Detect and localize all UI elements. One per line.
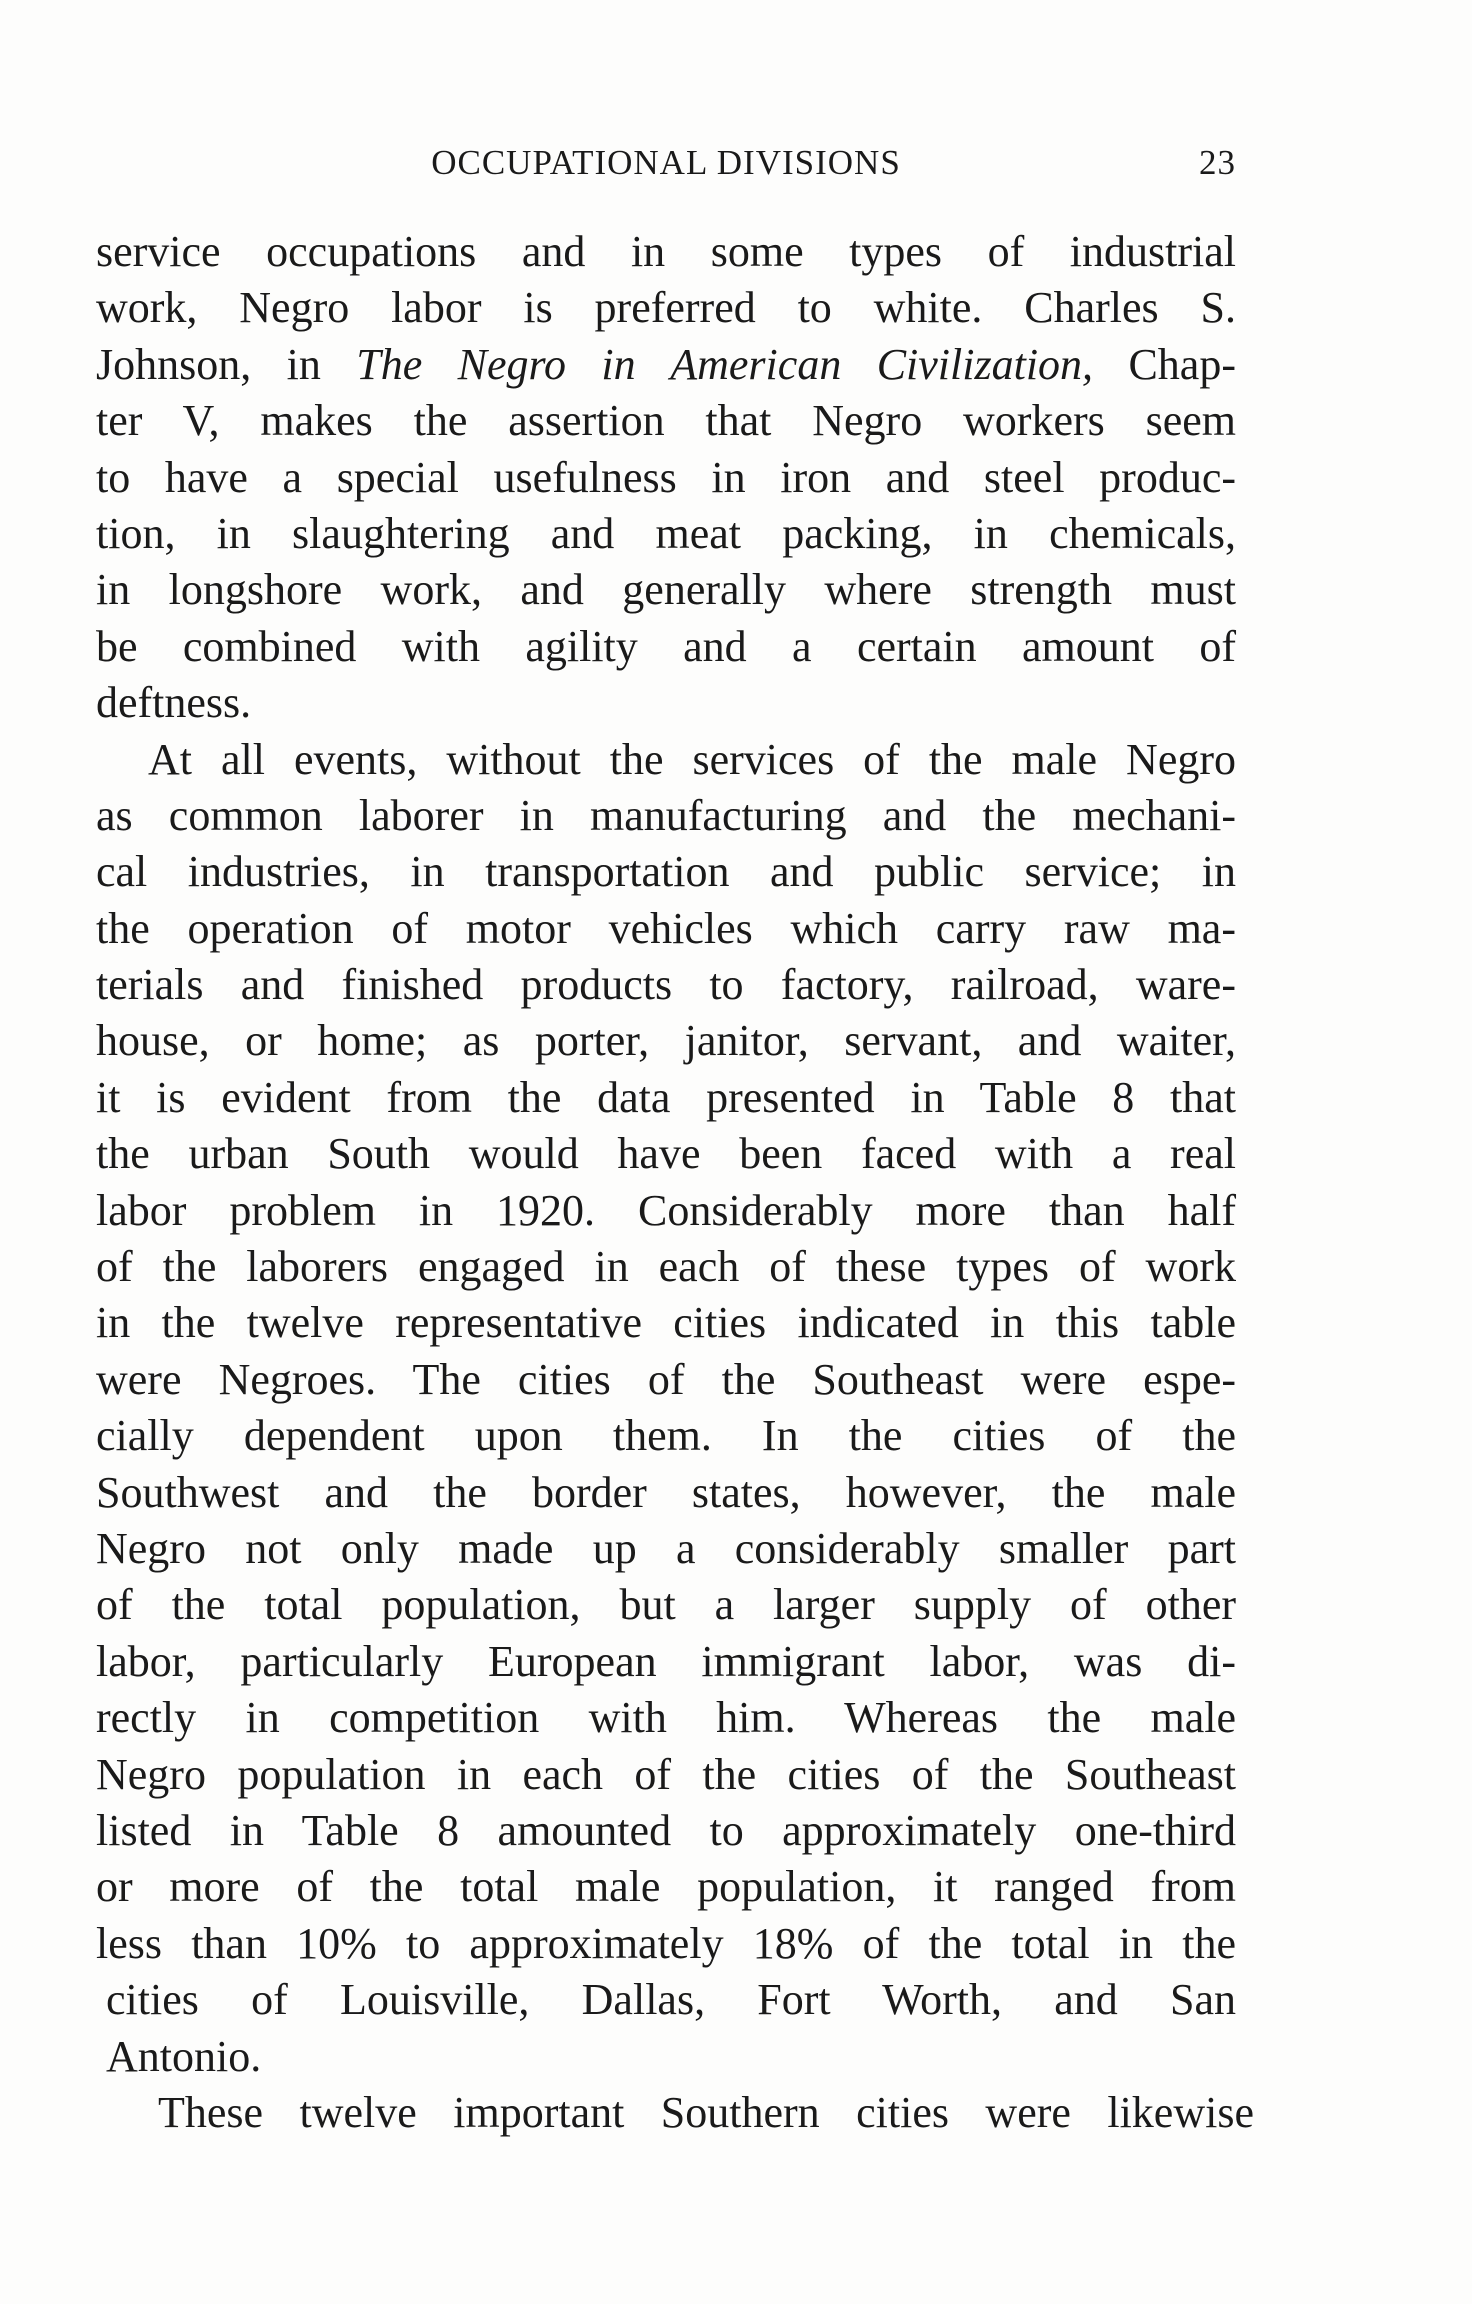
paragraph-1 [96,224,1236,732]
text-fragment: Johnson, in [96,339,357,389]
text-line: At all events, without the services of the male Negro [148,734,1236,784]
running-head [96,143,1236,187]
book-title: The Negro in American Civilization, [356,339,1094,389]
text-line: house, or home; as porter, janitor, servant, and waiter, [96,1016,1236,1066]
text-line: as common laborer in manufacturing and the mechani- [96,790,1236,840]
text-line: in the twelve representative cities indicated in this table [96,1298,1236,1348]
text-line: labor problem in 1920. Considerably more than half [96,1185,1236,1235]
text-line: labor, particularly European immigrant labor, was di- [96,1636,1236,1686]
text-line: Negro not only made up a considerably smaller part [96,1523,1236,1573]
body-text [96,224,1254,2141]
text-line: ter V, makes the assertion that Negro workers seem [96,396,1236,446]
text-line: cal industries, in transportation and public service; in [96,847,1236,897]
text-line: Southwest and the border states, however, the male [96,1467,1236,1517]
text-line: cities of Louisville, Dallas, Fort Worth, and San [106,1975,1236,2025]
text-line: rectly in competition with him. Whereas the male [96,1693,1236,1743]
text-line: work, Negro labor is preferred to white. Charles S. [96,283,1236,333]
text-line: the urban South would have been faced with a real [96,1129,1236,1179]
text-line: Negro population in each of the cities of the Southeast [96,1749,1236,1799]
text-line [96,337,1236,393]
text-line: to have a special usefulness in iron and steel produc- [96,452,1236,502]
text-line: tion, in slaughtering and meat packing, in chemicals, [96,508,1236,558]
paragraph-3 [96,2085,1254,2141]
text-line: terials and finished products to factory, railroad, ware- [96,960,1236,1010]
text-line: of the total population, but a larger supply of other [96,1580,1236,1630]
text-line: Antonio. [106,2031,262,2081]
text-line: of the laborers engaged in each of these types of work [96,1242,1236,1292]
chapter-title: OCCUPATIONAL DIVISIONS [431,143,901,182]
text-line: be combined with agility and a certain amount of [96,621,1236,671]
text-line: less than 10% to approximately 18% of the total in the [96,1918,1236,1968]
text-line: or more of the total male population, it ranged from [96,1862,1236,1912]
text-line: in longshore work, and generally where strength must [96,565,1236,615]
text-line: cially dependent upon them. In the cities of the [96,1411,1236,1461]
text-line: the operation of motor vehicles which carry raw ma- [96,903,1236,953]
text-line: deftness. [96,678,252,728]
text-line: listed in Table 8 amounted to approximately one-third [96,1805,1236,1855]
text-line: it is evident from the data presented in Table 8 that [96,1072,1236,1122]
text-line: service occupations and in some types of industrial [96,227,1236,276]
text-fragment: Chap- [1093,339,1236,389]
text-line: were Negroes. The cities of the Southeast were espe- [96,1354,1236,1404]
text-line: These twelve important Southern cities were likewise [158,2087,1254,2137]
paragraph-2 [96,732,1236,2085]
page-number: 23 [1199,143,1236,182]
